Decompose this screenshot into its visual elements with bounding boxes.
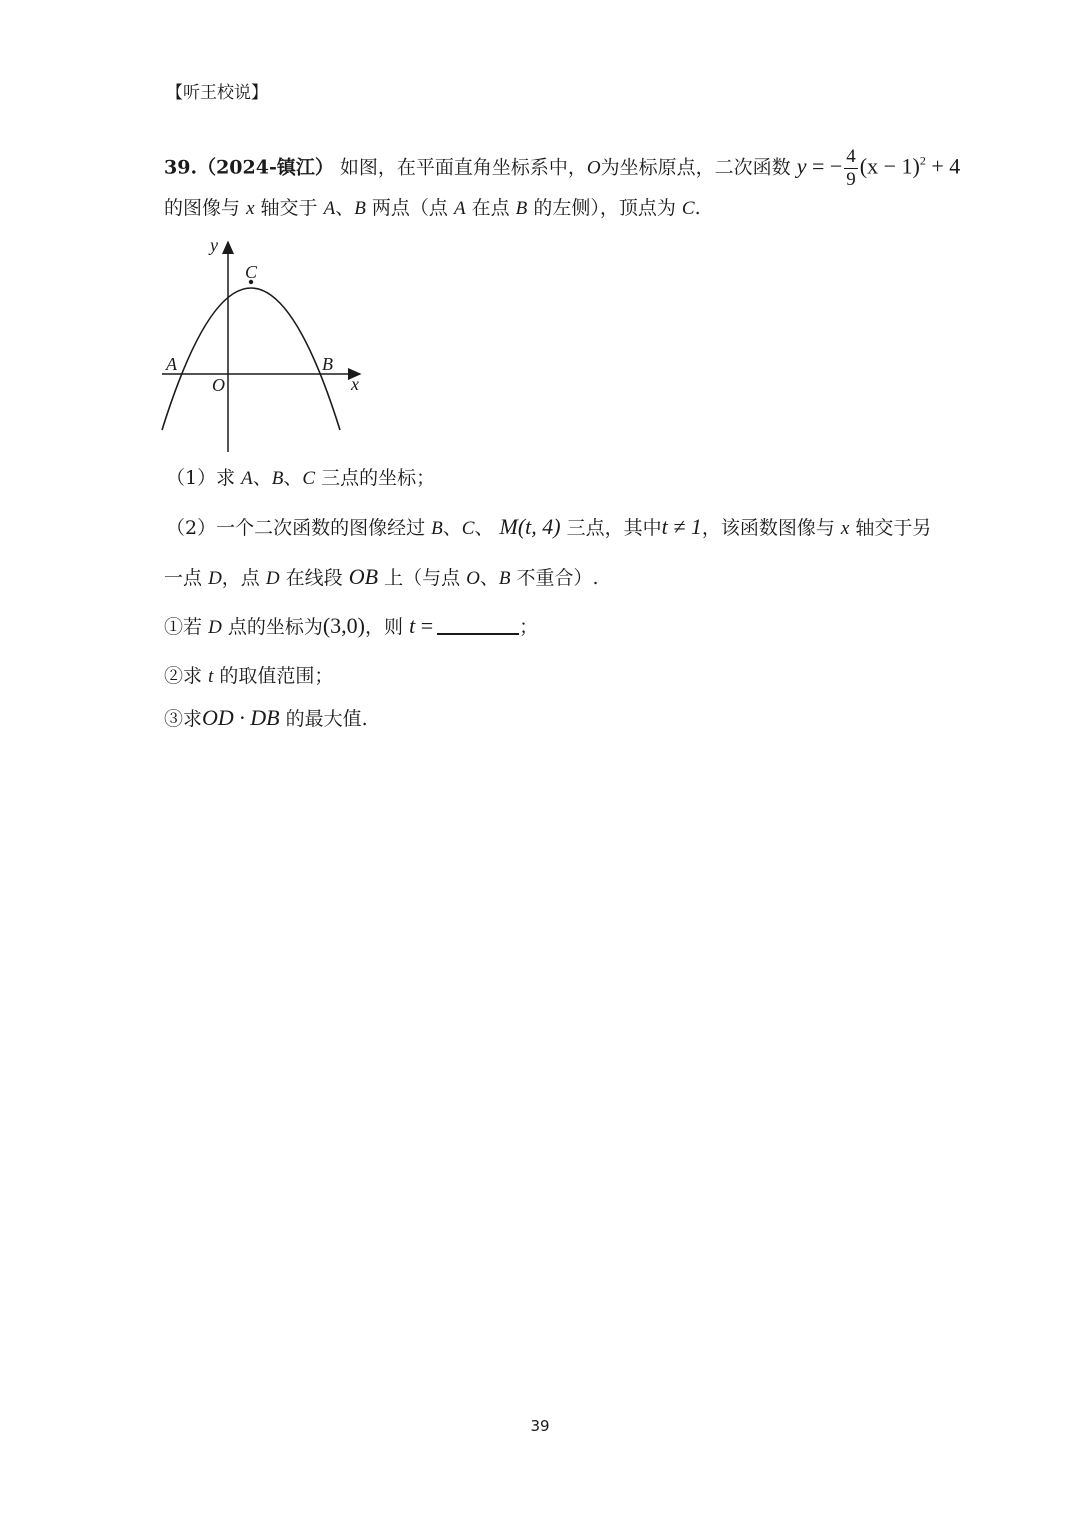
point-C-label: C: [245, 262, 258, 282]
problem-number: 39.: [164, 156, 198, 179]
stem-text: 为坐标原点，二次函数: [600, 156, 791, 179]
origin-label: O: [212, 375, 225, 395]
expression-OD-DB: OD · DB: [202, 705, 280, 730]
problem-stem-line-2: 的图像与 x 轴交于 A、B 两点（点 A 在点 B 的左侧），顶点为 C.: [164, 197, 701, 219]
point-M: M(t, 4): [499, 514, 561, 539]
fraction: $\frac{4}{9}$: [846, 146, 856, 190]
func-tail: (x − 1): [859, 153, 920, 179]
func-eq: = −: [806, 153, 843, 179]
header-label: 【听王校说】: [166, 83, 268, 103]
part-2-line-2: 一点 D，点 D 在线段 OB 上（与点 O、B 不重合）.: [164, 564, 599, 589]
part-2-line-1: （2）一个二次函数的图像经过 B、C、 M(t, 4) 三点，其中t ≠ 1，该函数图像与 x 轴交于另: [166, 514, 932, 539]
x-axis-label: x: [351, 374, 359, 394]
parabola-curve: [162, 288, 340, 430]
condition: t ≠ 1: [661, 514, 702, 539]
sub-question-1: ①若 D 点的坐标为(3,0)，则 t = ；: [164, 613, 539, 638]
problem-source: （2024-镇江）: [197, 156, 334, 179]
page-number: 39: [530, 1417, 550, 1435]
sub-question-2: ②求 t 的取值范围；: [164, 665, 334, 687]
y-axis-label: y: [210, 235, 218, 255]
sub-question-3: ③求OD · DB 的最大值.: [164, 705, 368, 730]
point-A-label: A: [166, 354, 177, 374]
answer-blank[interactable]: [437, 615, 519, 635]
func-y: y: [796, 153, 807, 179]
parabola-figure: [160, 232, 370, 456]
problem-stem-line-1: [164, 146, 960, 191]
func-tail: + 4: [925, 153, 961, 179]
point-B-label: B: [322, 354, 333, 374]
part-1: （1）求 A、B、C 三点的坐标；: [166, 467, 436, 489]
stem-text: 如图，在平面直角坐标系中，: [339, 156, 587, 179]
var-O: O: [586, 157, 601, 179]
func-exponent: 2: [919, 153, 926, 168]
